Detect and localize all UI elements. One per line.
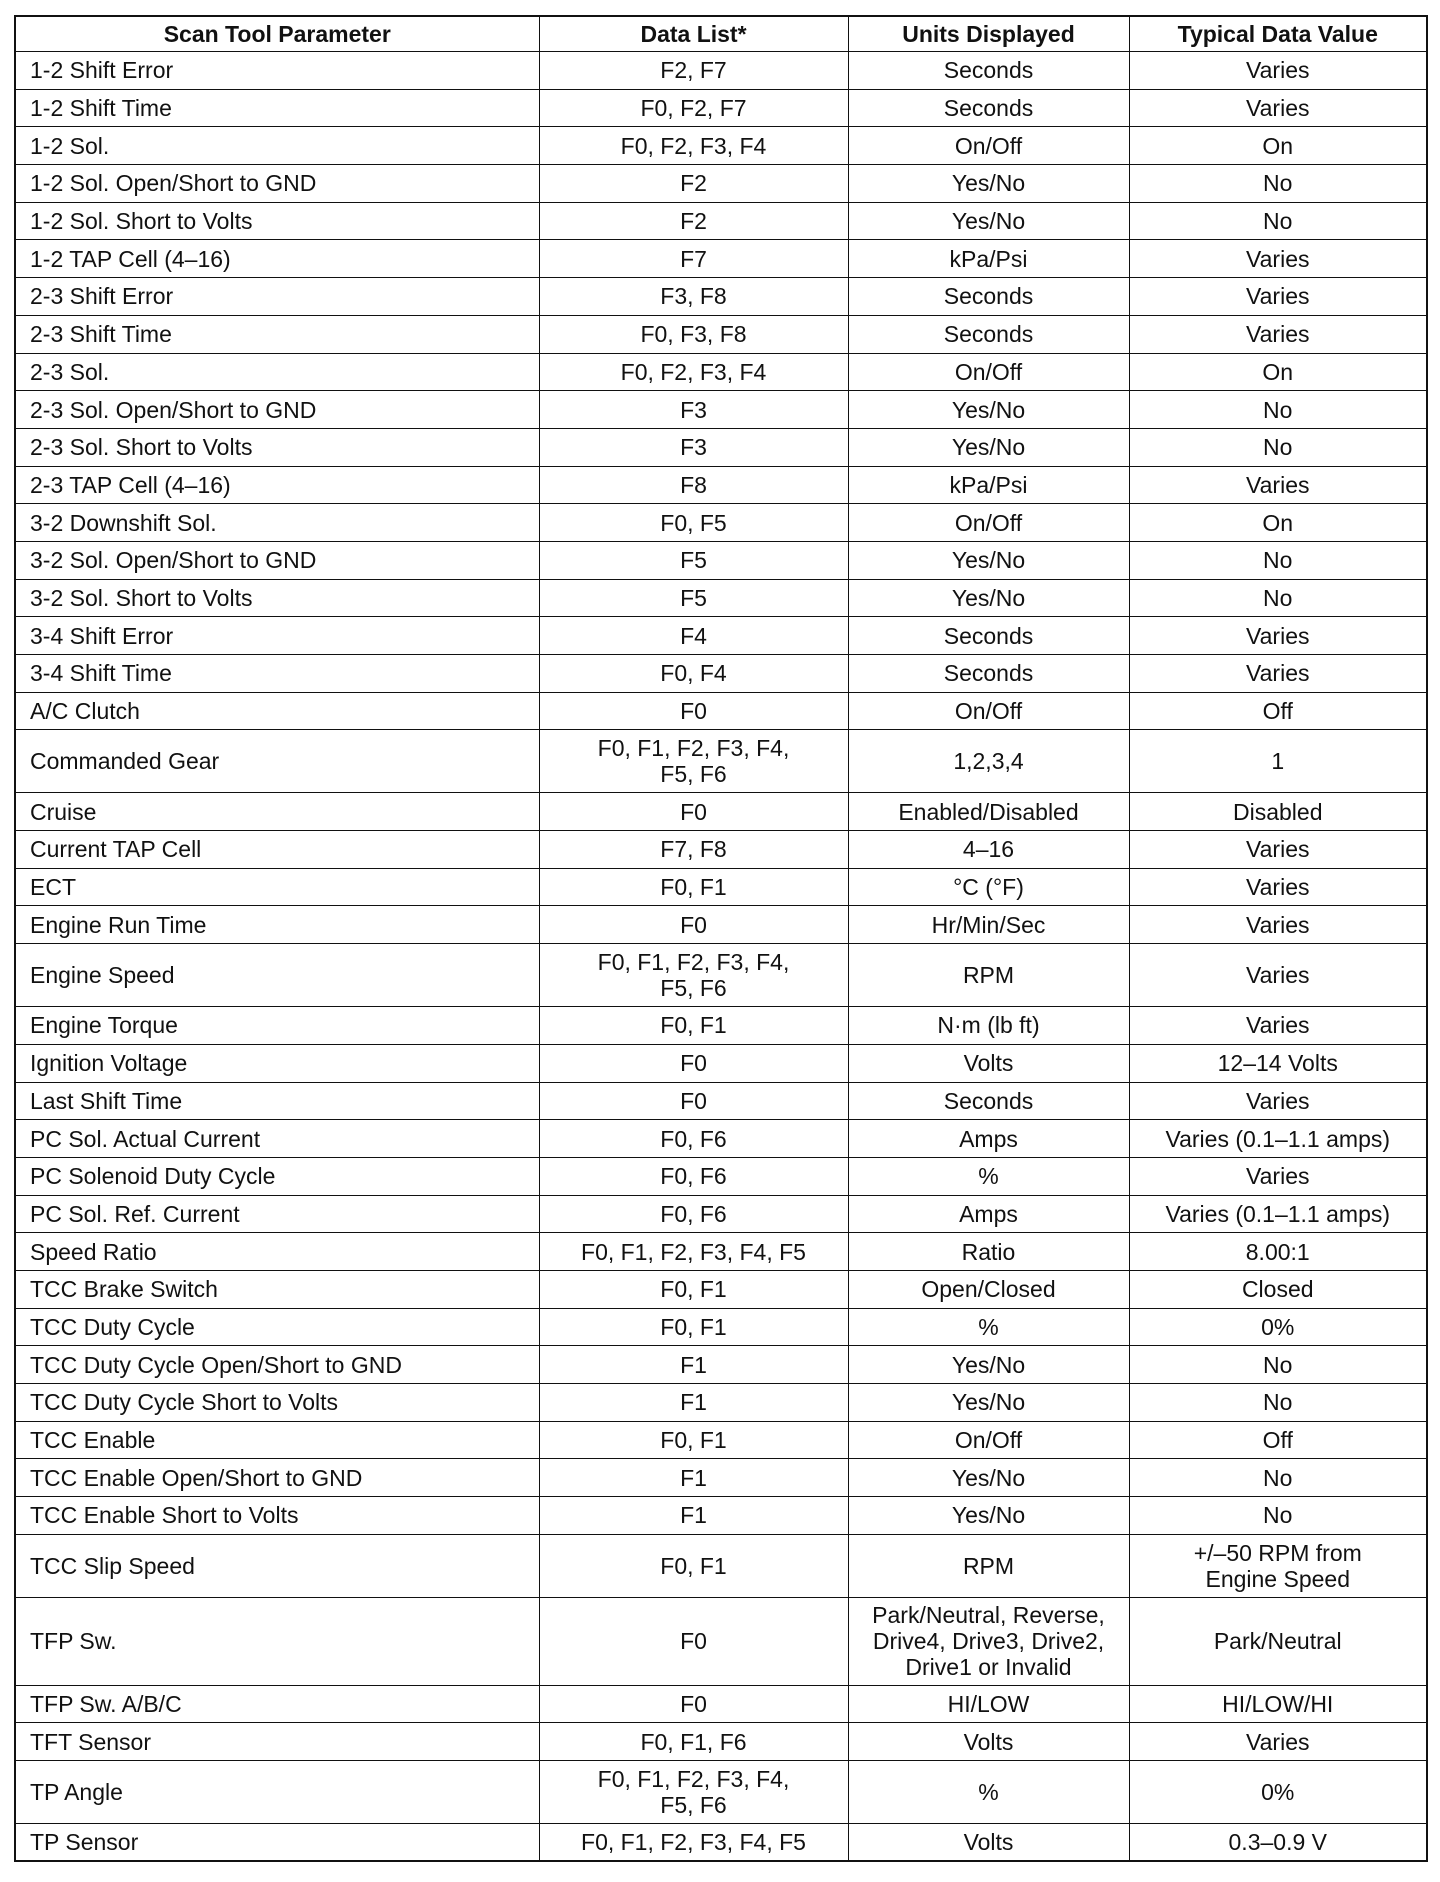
cell-typical: Closed — [1129, 1270, 1427, 1308]
cell-data-list: F3 — [539, 391, 848, 429]
table-row — [15, 1497, 1427, 1535]
table-row — [15, 240, 1427, 278]
cell-units: Amps — [848, 1195, 1129, 1233]
table-row — [15, 52, 1427, 90]
cell-param: 3-2 Downshift Sol. — [15, 504, 539, 542]
cell-typical: Disabled — [1129, 793, 1427, 831]
cell-param: 2-3 Sol. — [15, 353, 539, 391]
cell-units: On/Off — [848, 504, 1129, 542]
cell-units: Yes/No — [848, 428, 1129, 466]
cell-typical: Varies — [1129, 1007, 1427, 1045]
cell-units: °C (°F) — [848, 868, 1129, 906]
table-row — [15, 1685, 1427, 1723]
table-row — [15, 1459, 1427, 1497]
cell-param: ECT — [15, 868, 539, 906]
cell-param: TP Sensor — [15, 1824, 539, 1862]
header-units: Units Displayed — [848, 16, 1129, 52]
cell-units: Yes/No — [848, 1384, 1129, 1422]
cell-param: 2-3 Shift Error — [15, 278, 539, 316]
cell-typical: Varies — [1129, 278, 1427, 316]
cell-data-list: F0, F3, F8 — [539, 315, 848, 353]
table-row — [15, 504, 1427, 542]
cell-units: Enabled/Disabled — [848, 793, 1129, 831]
cell-data-list: F0, F2, F3, F4 — [539, 353, 848, 391]
table-body — [15, 52, 1427, 1862]
table-header-row — [15, 16, 1427, 52]
table-row — [15, 1195, 1427, 1233]
cell-units: Seconds — [848, 617, 1129, 655]
cell-typical: Varies — [1129, 1157, 1427, 1195]
table-row — [15, 1723, 1427, 1761]
cell-typical: No — [1129, 202, 1427, 240]
table-row — [15, 428, 1427, 466]
cell-units: Yes/No — [848, 1346, 1129, 1384]
table-row — [15, 89, 1427, 127]
table-row — [15, 655, 1427, 693]
cell-param: TCC Slip Speed — [15, 1534, 539, 1597]
cell-typical: +/–50 RPM from Engine Speed — [1129, 1534, 1427, 1597]
table-row — [15, 1384, 1427, 1422]
cell-typical: Varies — [1129, 944, 1427, 1007]
cell-param: Cruise — [15, 793, 539, 831]
cell-data-list: F0 — [539, 692, 848, 730]
cell-data-list: F0, F6 — [539, 1157, 848, 1195]
table-row — [15, 165, 1427, 203]
cell-units: Amps — [848, 1120, 1129, 1158]
cell-typical: Off — [1129, 1421, 1427, 1459]
table-row — [15, 278, 1427, 316]
cell-data-list: F0, F2, F7 — [539, 89, 848, 127]
cell-param: 3-4 Shift Time — [15, 655, 539, 693]
cell-data-list: F1 — [539, 1346, 848, 1384]
cell-data-list: F0, F1 — [539, 1421, 848, 1459]
cell-units: % — [848, 1308, 1129, 1346]
table-row — [15, 793, 1427, 831]
cell-data-list: F0, F1, F2, F3, F4, F5, F6 — [539, 944, 848, 1007]
cell-param: 1-2 TAP Cell (4–16) — [15, 240, 539, 278]
cell-units: Yes/No — [848, 391, 1129, 429]
table-row — [15, 692, 1427, 730]
cell-param: 1-2 Sol. — [15, 127, 539, 165]
table-row — [15, 1044, 1427, 1082]
cell-data-list: F0, F5 — [539, 504, 848, 542]
cell-typical: On — [1129, 504, 1427, 542]
cell-units: On/Off — [848, 692, 1129, 730]
cell-typical: On — [1129, 127, 1427, 165]
cell-data-list: F5 — [539, 541, 848, 579]
table-row — [15, 1308, 1427, 1346]
table-row — [15, 1270, 1427, 1308]
scan-tool-data-table — [14, 15, 1428, 1862]
cell-units: Volts — [848, 1723, 1129, 1761]
table-row — [15, 1233, 1427, 1271]
cell-param: Current TAP Cell — [15, 831, 539, 869]
cell-typical: Park/Neutral — [1129, 1597, 1427, 1685]
table-row — [15, 466, 1427, 504]
table-row — [15, 202, 1427, 240]
cell-param: 2-3 TAP Cell (4–16) — [15, 466, 539, 504]
cell-param: 3-2 Sol. Short to Volts — [15, 579, 539, 617]
cell-units: RPM — [848, 1534, 1129, 1597]
cell-param: TCC Enable — [15, 1421, 539, 1459]
cell-typical: 0% — [1129, 1761, 1427, 1824]
cell-data-list: F8 — [539, 466, 848, 504]
cell-data-list: F0 — [539, 906, 848, 944]
cell-param: Speed Ratio — [15, 1233, 539, 1271]
cell-data-list: F0, F1, F6 — [539, 1723, 848, 1761]
cell-units: HI/LOW — [848, 1685, 1129, 1723]
table-row — [15, 541, 1427, 579]
cell-typical: Varies — [1129, 868, 1427, 906]
table-row — [15, 906, 1427, 944]
cell-data-list: F0 — [539, 1082, 848, 1120]
cell-units: Seconds — [848, 278, 1129, 316]
cell-units: Yes/No — [848, 202, 1129, 240]
cell-units: % — [848, 1761, 1129, 1824]
cell-units: kPa/Psi — [848, 466, 1129, 504]
cell-typical: Varies — [1129, 315, 1427, 353]
cell-data-list: F0, F1 — [539, 1007, 848, 1045]
cell-units: Volts — [848, 1824, 1129, 1862]
cell-typical: No — [1129, 1346, 1427, 1384]
cell-data-list: F0, F1, F2, F3, F4, F5 — [539, 1233, 848, 1271]
cell-typical: No — [1129, 1497, 1427, 1535]
cell-units: Yes/No — [848, 541, 1129, 579]
cell-units: 1,2,3,4 — [848, 730, 1129, 793]
cell-typical: Varies (0.1–1.1 amps) — [1129, 1195, 1427, 1233]
cell-data-list: F4 — [539, 617, 848, 655]
table-row — [15, 579, 1427, 617]
cell-typical: Varies — [1129, 831, 1427, 869]
cell-param: PC Solenoid Duty Cycle — [15, 1157, 539, 1195]
cell-data-list: F0, F2, F3, F4 — [539, 127, 848, 165]
cell-units: 4–16 — [848, 831, 1129, 869]
cell-units: Open/Closed — [848, 1270, 1129, 1308]
cell-param: 3-4 Shift Error — [15, 617, 539, 655]
cell-param: 2-3 Shift Time — [15, 315, 539, 353]
cell-units: % — [848, 1157, 1129, 1195]
cell-param: Engine Speed — [15, 944, 539, 1007]
cell-param: 1-2 Shift Time — [15, 89, 539, 127]
cell-param: 3-2 Sol. Open/Short to GND — [15, 541, 539, 579]
cell-param: TP Angle — [15, 1761, 539, 1824]
cell-typical: Varies — [1129, 1723, 1427, 1761]
table-row — [15, 1824, 1427, 1862]
cell-units: Volts — [848, 1044, 1129, 1082]
cell-param: TCC Brake Switch — [15, 1270, 539, 1308]
cell-units: On/Off — [848, 127, 1129, 165]
table-row — [15, 617, 1427, 655]
cell-param: Engine Run Time — [15, 906, 539, 944]
cell-data-list: F7, F8 — [539, 831, 848, 869]
table-row — [15, 391, 1427, 429]
cell-typical: 0% — [1129, 1308, 1427, 1346]
cell-typical: No — [1129, 1384, 1427, 1422]
cell-data-list: F0, F6 — [539, 1120, 848, 1158]
cell-data-list: F0 — [539, 1685, 848, 1723]
cell-typical: No — [1129, 165, 1427, 203]
cell-data-list: F0 — [539, 793, 848, 831]
header-param: Scan Tool Parameter — [15, 16, 539, 52]
cell-data-list: F0, F1 — [539, 868, 848, 906]
cell-units: Hr/Min/Sec — [848, 906, 1129, 944]
table-row — [15, 127, 1427, 165]
cell-param: Commanded Gear — [15, 730, 539, 793]
cell-data-list: F0 — [539, 1597, 848, 1685]
table-row — [15, 1120, 1427, 1158]
cell-param: TFT Sensor — [15, 1723, 539, 1761]
cell-param: Engine Torque — [15, 1007, 539, 1045]
cell-param: TCC Duty Cycle Open/Short to GND — [15, 1346, 539, 1384]
cell-typical: Varies (0.1–1.1 amps) — [1129, 1120, 1427, 1158]
header-typical: Typical Data Value — [1129, 16, 1427, 52]
cell-typical: Varies — [1129, 89, 1427, 127]
cell-typical: Varies — [1129, 1082, 1427, 1120]
table-row — [15, 1421, 1427, 1459]
table-row — [15, 868, 1427, 906]
cell-typical: Varies — [1129, 617, 1427, 655]
cell-units: Yes/No — [848, 1459, 1129, 1497]
cell-data-list: F5 — [539, 579, 848, 617]
cell-units: Yes/No — [848, 579, 1129, 617]
table-row — [15, 1534, 1427, 1597]
cell-data-list: F0, F1, F2, F3, F4, F5 — [539, 1824, 848, 1862]
cell-units: Yes/No — [848, 165, 1129, 203]
table-row — [15, 1082, 1427, 1120]
cell-units: Seconds — [848, 52, 1129, 90]
cell-units: Seconds — [848, 315, 1129, 353]
cell-param: TFP Sw. — [15, 1597, 539, 1685]
table-row — [15, 353, 1427, 391]
cell-typical: 8.00:1 — [1129, 1233, 1427, 1271]
cell-typical: No — [1129, 1459, 1427, 1497]
cell-data-list: F7 — [539, 240, 848, 278]
cell-data-list: F2, F7 — [539, 52, 848, 90]
cell-typical: Varies — [1129, 52, 1427, 90]
table-row — [15, 1761, 1427, 1824]
cell-typical: No — [1129, 541, 1427, 579]
cell-param: TCC Enable Open/Short to GND — [15, 1459, 539, 1497]
cell-data-list: F0, F1 — [539, 1270, 848, 1308]
header-data-list: Data List* — [539, 16, 848, 52]
table-row — [15, 944, 1427, 1007]
cell-param: 1-2 Sol. Open/Short to GND — [15, 165, 539, 203]
cell-units: kPa/Psi — [848, 240, 1129, 278]
cell-param: TCC Enable Short to Volts — [15, 1497, 539, 1535]
cell-data-list: F3, F8 — [539, 278, 848, 316]
cell-param: TCC Duty Cycle — [15, 1308, 539, 1346]
cell-data-list: F0, F1, F2, F3, F4, F5, F6 — [539, 730, 848, 793]
cell-data-list: F0, F1 — [539, 1534, 848, 1597]
cell-typical: No — [1129, 391, 1427, 429]
cell-typical: HI/LOW/HI — [1129, 1685, 1427, 1723]
cell-typical: 0.3–0.9 V — [1129, 1824, 1427, 1862]
cell-param: 1-2 Shift Error — [15, 52, 539, 90]
cell-units: Park/Neutral, Reverse, Drive4, Drive3, Drive2, Drive1 or Invalid — [848, 1597, 1129, 1685]
table-row — [15, 831, 1427, 869]
cell-typical: Varies — [1129, 655, 1427, 693]
cell-typical: On — [1129, 353, 1427, 391]
cell-data-list: F0, F6 — [539, 1195, 848, 1233]
cell-param: Ignition Voltage — [15, 1044, 539, 1082]
cell-data-list: F1 — [539, 1459, 848, 1497]
cell-param: 2-3 Sol. Open/Short to GND — [15, 391, 539, 429]
cell-units: On/Off — [848, 1421, 1129, 1459]
table-row — [15, 1157, 1427, 1195]
table-row — [15, 1597, 1427, 1685]
cell-units: RPM — [848, 944, 1129, 1007]
table-row — [15, 730, 1427, 793]
table-row — [15, 1007, 1427, 1045]
cell-param: PC Sol. Ref. Current — [15, 1195, 539, 1233]
cell-data-list: F1 — [539, 1497, 848, 1535]
cell-data-list: F2 — [539, 165, 848, 203]
cell-units: Seconds — [848, 1082, 1129, 1120]
cell-typical: Varies — [1129, 466, 1427, 504]
cell-units: Seconds — [848, 655, 1129, 693]
table-row — [15, 315, 1427, 353]
cell-data-list: F2 — [539, 202, 848, 240]
cell-typical: 12–14 Volts — [1129, 1044, 1427, 1082]
cell-data-list: F0, F4 — [539, 655, 848, 693]
cell-units: Yes/No — [848, 1497, 1129, 1535]
cell-typical: 1 — [1129, 730, 1427, 793]
cell-param: Last Shift Time — [15, 1082, 539, 1120]
cell-data-list: F0 — [539, 1044, 848, 1082]
cell-typical: Varies — [1129, 240, 1427, 278]
cell-typical: Off — [1129, 692, 1427, 730]
cell-data-list: F0, F1 — [539, 1308, 848, 1346]
cell-param: TCC Duty Cycle Short to Volts — [15, 1384, 539, 1422]
cell-units: Seconds — [848, 89, 1129, 127]
cell-param: PC Sol. Actual Current — [15, 1120, 539, 1158]
cell-param: TFP Sw. A/B/C — [15, 1685, 539, 1723]
cell-units: N·m (lb ft) — [848, 1007, 1129, 1045]
table-row — [15, 1346, 1427, 1384]
cell-typical: No — [1129, 579, 1427, 617]
cell-data-list: F1 — [539, 1384, 848, 1422]
cell-units: On/Off — [848, 353, 1129, 391]
cell-param: 1-2 Sol. Short to Volts — [15, 202, 539, 240]
cell-param: 2-3 Sol. Short to Volts — [15, 428, 539, 466]
cell-data-list: F0, F1, F2, F3, F4, F5, F6 — [539, 1761, 848, 1824]
cell-typical: No — [1129, 428, 1427, 466]
cell-units: Ratio — [848, 1233, 1129, 1271]
cell-param: A/C Clutch — [15, 692, 539, 730]
cell-typical: Varies — [1129, 906, 1427, 944]
cell-data-list: F3 — [539, 428, 848, 466]
